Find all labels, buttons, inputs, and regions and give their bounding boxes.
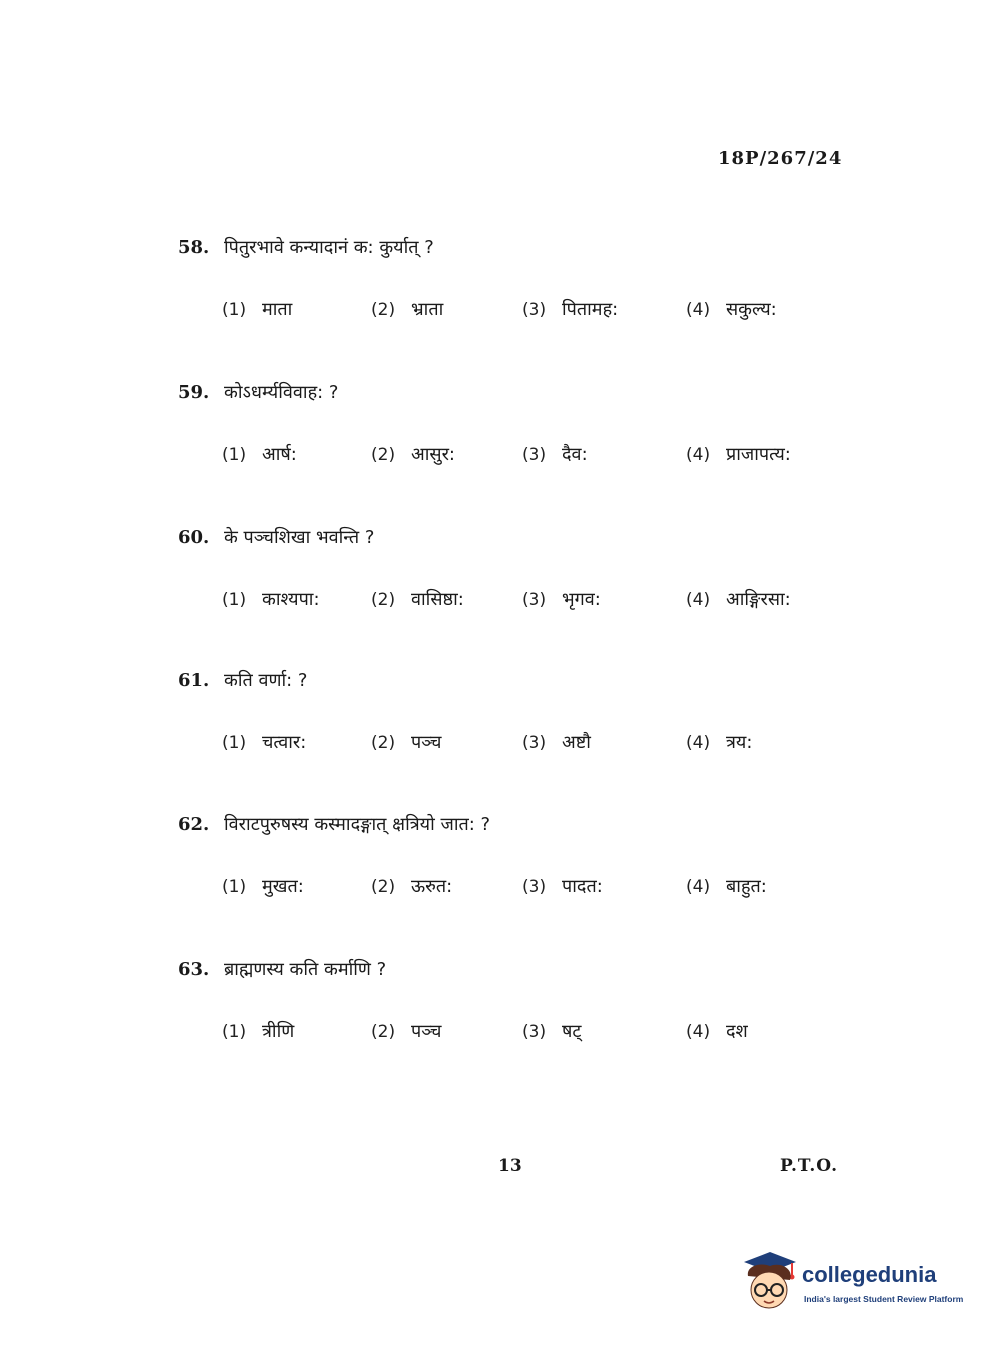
option-2 [371,874,452,898]
question-number: 58. [178,237,210,258]
option-text: त्रीणि [262,1021,295,1042]
option-number: (3) [522,300,547,320]
question-number: 63. [178,959,210,980]
page-number: 13 [498,1156,522,1176]
option-number: (3) [522,590,547,610]
pto-label: P.T.O. [780,1156,838,1176]
option-number: (1) [222,877,247,897]
option-4 [686,442,791,466]
option-text: दश [726,1021,748,1042]
options-row [178,587,858,617]
question-text: विराटपुरुषस्य कस्मादङ्गात् क्षत्रियो जात: ? [224,814,491,835]
brand-name: collegedunia [802,1262,937,1287]
option-number: (3) [522,733,547,753]
option-text: पादत: [562,876,603,897]
option-3 [522,874,603,898]
option-text: प्राजापत्य: [726,444,791,465]
option-2 [371,442,455,466]
option-text: मुखत: [262,876,304,897]
option-text: बाहुत: [726,876,767,897]
option-number: (4) [686,300,711,320]
question-number: 61. [178,670,210,691]
question-59 [178,380,858,472]
option-text: चत्वार: [262,732,307,753]
option-number: (1) [222,733,247,753]
question-text: ब्राह्मणस्य कति कर्माणि ? [224,959,387,980]
question-number: 59. [178,382,210,403]
option-number: (4) [686,590,711,610]
option-text: दैव: [562,444,588,465]
option-4 [686,297,777,321]
option-text: पितामह: [562,299,619,320]
option-number: (2) [371,1022,396,1042]
option-4 [686,874,767,898]
option-text: काश्यपा: [262,589,320,610]
option-number: (2) [371,300,396,320]
option-number: (4) [686,1022,711,1042]
option-3 [522,297,618,321]
option-2 [371,730,441,754]
option-text: पञ्च [411,732,442,753]
option-number: (3) [522,445,547,465]
question-text: कोऽधर्म्यविवाह: ? [224,382,339,403]
option-text: षट् [562,1021,582,1042]
option-text: त्रय: [726,732,753,753]
options-row [178,730,858,760]
option-text: पञ्च [411,1021,442,1042]
option-1 [222,442,297,466]
option-2 [371,1019,441,1043]
option-1 [222,1019,294,1043]
option-text: ऊरुत: [411,876,453,897]
question-number: 60. [178,527,210,548]
question-number: 62. [178,814,210,835]
options-row [178,874,858,904]
question-62 [178,812,858,904]
option-3 [522,1019,581,1043]
option-text: वासिष्ठा: [411,589,464,610]
brand-tagline: India's largest Student Review Platform [804,1294,964,1304]
option-number: (3) [522,1022,547,1042]
option-text: आर्ष: [262,444,297,465]
options-row [178,1019,858,1049]
option-4 [686,730,752,754]
question-63 [178,957,858,1049]
collegedunia-watermark [740,1250,980,1314]
option-number: (3) [522,877,547,897]
option-number: (2) [371,733,396,753]
option-1 [222,297,292,321]
option-text: सकुल्य: [726,299,777,320]
question-60 [178,525,858,617]
option-number: (2) [371,877,396,897]
option-4 [686,1019,748,1043]
option-text: आङ्गिरसा: [726,589,791,610]
option-2 [371,587,464,611]
question-text: के पञ्चशिखा भवन्ति ? [224,527,375,548]
option-text: अष्टौ [562,732,591,753]
option-number: (1) [222,1022,247,1042]
option-number: (4) [686,445,711,465]
question-text: कति वर्णा: ? [224,670,308,691]
option-3 [522,587,601,611]
paper-code: 18P/267/24 [718,148,843,169]
option-number: (4) [686,877,711,897]
option-number: (2) [371,590,396,610]
option-2 [371,297,443,321]
option-text: आसुर: [411,444,455,465]
mascot-logo-icon [740,1250,802,1314]
option-4 [686,587,791,611]
options-row [178,297,858,327]
option-number: (1) [222,300,247,320]
option-number: (1) [222,445,247,465]
question-58 [178,235,858,327]
option-number: (1) [222,590,247,610]
option-1 [222,874,304,898]
option-3 [522,442,588,466]
option-text: भृगव: [562,589,601,610]
option-3 [522,730,591,754]
option-1 [222,587,320,611]
options-row [178,442,858,472]
option-number: (2) [371,445,396,465]
question-text: पितुरभावे कन्यादानं क: कुर्यात् ? [224,237,434,258]
option-text: माता [262,299,293,320]
option-1 [222,730,306,754]
option-number: (4) [686,733,711,753]
option-text: भ्राता [411,299,444,320]
question-61 [178,668,858,760]
